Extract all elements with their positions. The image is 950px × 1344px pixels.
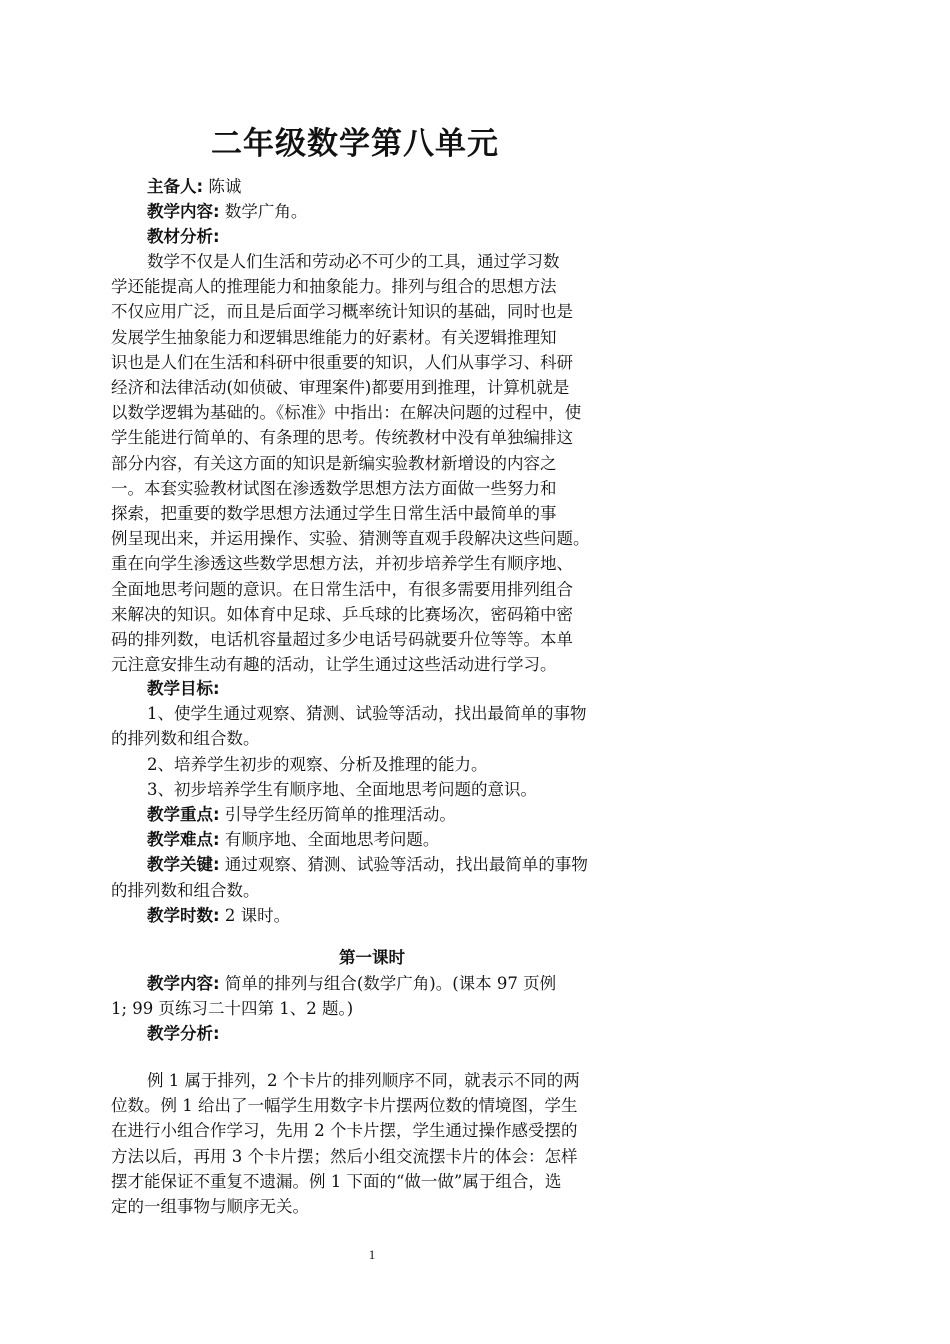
author-value: 陈诚 xyxy=(208,177,242,196)
hours-label: 教学时数: xyxy=(147,905,220,925)
paragraph-line: 经济和法律活动(如侦破、审理案件)都要用到推理，计算机就是 xyxy=(111,378,570,398)
paragraph-line: 全面地思考问题的意识。在日常生活中，有很多需要用排列组合 xyxy=(111,579,573,599)
lesson1-analysis-label-line xyxy=(111,1021,633,1046)
key-point-label: 教学重点: xyxy=(147,805,220,825)
goals-label: 教学目标: xyxy=(147,679,220,698)
goal-item-3: 3、初步培养学生有顺序地、全面地思考问题的意识。 xyxy=(147,779,537,799)
paragraph-line: 重在向学生渗透这些数学思想方法，并初步培养学生有顺序地、 xyxy=(111,554,573,574)
paragraph-line: 数学不仅是人们生活和劳动必不可少的工具，通过学习数 xyxy=(147,252,560,271)
goal-item-1-cont: 的排列数和组合数。 xyxy=(111,729,260,749)
lesson1-content-block xyxy=(111,971,633,1047)
paragraph-line: 学还能提高人的推理能力和抽象能力。排列与组合的思想方法 xyxy=(111,277,557,297)
paragraph-line: 以数学逻辑为基础的。《标准》中指出：在解决问题的过程中，使 xyxy=(111,403,582,423)
difficulty-value: 有顺序地、全面地思考问题。 xyxy=(224,830,440,850)
lesson1-heading: 第一课时 xyxy=(339,948,405,967)
paragraph-line: 一。本套实验教材试图在渗透数学思想方法方面做一些努力和 xyxy=(111,478,557,498)
paragraph-line: 在进行小组合作学习，先用 2 个卡片摆，学生通过操作感受摆的 xyxy=(111,1121,578,1141)
paragraph-line: 元注意安排生动有趣的活动，让学生通过这些活动进行学习。 xyxy=(111,655,557,675)
paragraph-line: 码的排列数，电话机容量超过多少电话号码就要升位等等。本单 xyxy=(111,630,573,650)
paragraph-line: 来解决的知识。如体育中足球、乒乓球的比赛场次，密码箱中密 xyxy=(111,604,573,624)
hours-value: 2 课时。 xyxy=(224,905,291,925)
paragraph-line: 例呈现出来，并运用操作、实验、猜测等直观手段解决这些问题。 xyxy=(111,529,590,549)
lesson1-content-line xyxy=(111,971,633,996)
paragraph-line: 部分内容，有关这方面的知识是新编实验教材新增设的内容之 xyxy=(111,453,557,473)
meta-block xyxy=(111,174,633,250)
paragraph-line: 识也是人们在生活和科研中很重要的知识，人们从事学习、科研 xyxy=(111,352,573,372)
paragraph-line: 定的一组事物与顺序无关。 xyxy=(111,1197,309,1217)
author-label: 主备人: xyxy=(147,177,204,196)
key-point-value: 引导学生经历简单的推理活动。 xyxy=(224,805,456,825)
paragraph-line: 探索，把重要的数学思想方法通过学生日常生活中最简单的事 xyxy=(111,504,557,524)
content-value: 数学广角。 xyxy=(224,202,308,222)
paragraph-line: 不仅应用广泛，而且是后面学习概率统计知识的基础，同时也是 xyxy=(111,302,573,322)
hours-line xyxy=(111,903,633,928)
key-point-line xyxy=(111,802,633,827)
paragraph-line: 例 1 属于排列，2 个卡片的排列顺序不同，就表示不同的两 xyxy=(147,1071,580,1090)
key-line-cont: 的排列数和组合数。 xyxy=(111,880,260,900)
paragraph-line: 位数。例 1 给出了一幅学生用数字卡片摆两位数的情境图，学生 xyxy=(111,1096,578,1116)
key-label: 教学关键: xyxy=(147,855,220,875)
document-title: 二年级数学第八单元 xyxy=(211,126,499,162)
analysis-label: 教材分析: xyxy=(147,227,220,247)
author-line xyxy=(111,174,633,199)
lesson1-content-value-1: 简单的排列与组合(数学广角)。(课本 97 页例 xyxy=(224,974,557,993)
page-number: 1 xyxy=(368,1247,376,1262)
content-label: 教学内容: xyxy=(147,202,220,222)
content-line xyxy=(111,199,633,224)
difficulty-label: 教学难点: xyxy=(147,830,220,850)
goal-item-2: 2、培养学生初步的观察、分析及推理的能力。 xyxy=(147,754,488,774)
analysis-label-line xyxy=(111,224,633,249)
key-value-1: 通过观察、猜测、试验等活动，找出最简单的事物 xyxy=(224,855,588,875)
goals-block xyxy=(111,676,633,928)
difficulty-line xyxy=(111,827,633,852)
lesson1-analysis-label: 教学分析: xyxy=(147,1024,220,1044)
lesson1-analysis-paragraph xyxy=(111,1068,633,1219)
goals-label-line xyxy=(111,676,633,701)
analysis-paragraph xyxy=(111,249,633,677)
paragraph-line: 方法以后，再用 3 个卡片摆；然后小组交流摆卡片的体会：怎样 xyxy=(111,1146,578,1166)
key-line xyxy=(111,852,633,877)
lesson1-content-label: 教学内容: xyxy=(147,974,220,993)
goal-item-1: 1、使学生通过观察、猜测、试验等活动，找出最简单的事物 xyxy=(147,704,587,724)
paragraph-line: 摆才能保证不重复不遗漏。例 1 下面的“做一做”属于组合，选 xyxy=(111,1171,562,1191)
paragraph-line: 学生能进行简单的、有条理的思考。传统教材中没有单独编排这 xyxy=(111,428,573,448)
lesson1-content-cont: 1; 99 页练习二十四第 1、2 题。) xyxy=(111,999,354,1019)
paragraph-line: 发展学生抽象能力和逻辑思维能力的好素材。有关逻辑推理知 xyxy=(111,327,557,347)
